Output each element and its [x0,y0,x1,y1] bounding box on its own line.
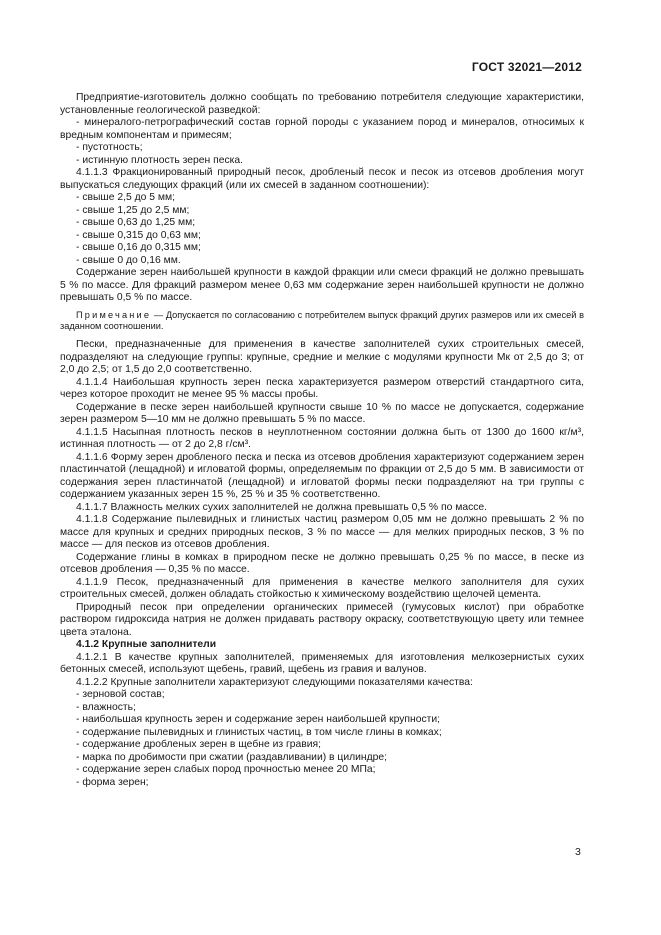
list-item: - свыше 0,16 до 0,315 мм; [76,242,201,253]
list-item: - наибольшая крупность зерен и содержание зерен наибольшей крупности; [76,714,441,726]
paragraph: Пески, предназначенные для применения в качестве заполнителей сухих строительных смесей, подразделяют на следующие группы: крупные, средние и мелкие с модулями крупности Mк от 2,5 до 3; от 2,0 до 2,5; от 1,5 до 2,0 соответственно. [60,339,584,376]
list-item: - свыше 1,25 до 2,5 мм; [76,204,190,216]
list-item: - свыше 2,5 до 5 мм; [76,192,175,203]
list-item: - пустотность; [76,142,143,153]
paragraph: 4.1.1.6 Форму зерен дробленого песка и песка из отсевов дробления характеризуют содержанием зерен пластинчатой (лещадной) и игловатой формы, определяемым по фракции от 2,5 до 5 мм. В зависимости от содержания зерен пластинчатой (лещадной) и игловатой формы пески подразделяют на три группы с содержанием указанных зерен 15 %, 25 % и 35 % соответственно. [60,451,584,501]
section-heading: 4.1.2 Крупные заполнители [76,639,217,651]
list-item: - минералого-петрографический состав горной породы с указанием пород и минералов, относимых к вредным компонентам и примесям; [60,117,584,141]
list-item: - содержание зерен слабых пород прочностью менее 20 МПа; [76,764,376,776]
list-item: - свыше 0,315 до 0,63 мм; [76,229,201,241]
paragraph: Содержание в песке зерен наибольшей крупности свыше 10 % по массе не допускается, содержание зерен размером 5—10 мм не должно превышать 5 % по массе. [60,401,584,426]
list-item: - зерновой состав; [76,689,165,701]
paragraph: Природный песок при определении органических примесей (гумусовых кислот) при обработке раствором гидроксида натрия не должен придавать раствору окраску, соответствующую цвету или темнее цвета эталона. [60,601,584,638]
document-body [60,92,584,789]
paragraph: 4.1.2.2 Крупные заполнители характеризуют следующими показателями качества: [76,676,473,688]
page-number: 3 [575,846,581,858]
list-item: - содержание дробленых зерен в щебне из гравия; [76,739,321,751]
paragraph: Содержание зерен наибольшей крупности в каждой фракции или смеси фракций не должно превышать 5 % по массе. Для фракций размером менее 0,63 мм содержание зерен наибольшей крупности не должно превышать 0,5 % по массе. [60,267,584,303]
paragraph: 4.1.1.7 Влажность мелких сухих заполнителей не должна превышать 0,5 % по массе. [76,501,488,513]
list-item: - содержание пылевидных и глинистых частиц, в том числе глины в комках; [76,726,442,738]
paragraph: 4.1.1.9 Песок, предназначенный для применения в качестве мелкого заполнителя для сухих строительных смесей, должен обладать стойкостью к химическому воздействию щелочей цемента. [60,576,584,601]
list-item: - свыше 0 до 0,16 мм. [76,254,181,266]
paragraph: Предприятие-изготовитель должно сообщать по требованию потребителя следующие характеристики, установленные геологической разведкой: [60,92,584,116]
note-label: Примечание [76,309,152,320]
paragraph: 4.1.1.3 Фракционированный природный песок, дробленый песок и песок из отсевов дробления могут выпускаться следующих фракций (или их смесей в заданном соотношении): [60,167,584,191]
paragraph: Содержание глины в комках в природном песке не должно превышать 0,25 % по массе, в песке из отсевов дробления — 0,35 % по массе. [60,551,584,576]
list-item: - истинную плотность зерен песка. [76,154,244,166]
note-text: — Допускается по согласованию с потребителем выпуск фракций других размеров или их смесей в заданном соотношении. [60,309,584,332]
list-item: - марка по дробимости при сжатии (раздавливании) в цилиндре; [76,751,388,763]
paragraph: 4.1.1.8 Содержание пылевидных и глинистых частиц размером 0,05 мм не должно превышать 2 % по массе для крупных и средних природных песков, 3 % по массе — для мелких природных песков, 3 % по массе — для песков из отсевов дробления. [60,514,584,551]
list-item: - форма зерен; [76,776,149,788]
note [60,310,584,334]
paragraph: 4.1.1.4 Наибольшая крупность зерен песка характеризуется размером отверстий стандартного сита, через которое проходит не менее 95 % массы пробы. [60,376,584,401]
paragraph: 4.1.2.1 В качестве крупных заполнителей, применяемых для изготовления мелкозернистых сухих бетонных смесей, используют щебень, гравий, щебень из гравия и валунов. [60,651,584,676]
document-header: ГОСТ 32021—2012 [471,60,582,74]
list-item: - свыше 0,63 до 1,25 мм; [76,217,196,228]
paragraph: 4.1.1.5 Насыпная плотность песков в неуплотненном состоянии должна быть от 1300 до 1600 кг/м³, истинная плотность — от 2 до 2,8 г/см³. [60,426,584,451]
list-item: - влажность; [76,701,136,713]
